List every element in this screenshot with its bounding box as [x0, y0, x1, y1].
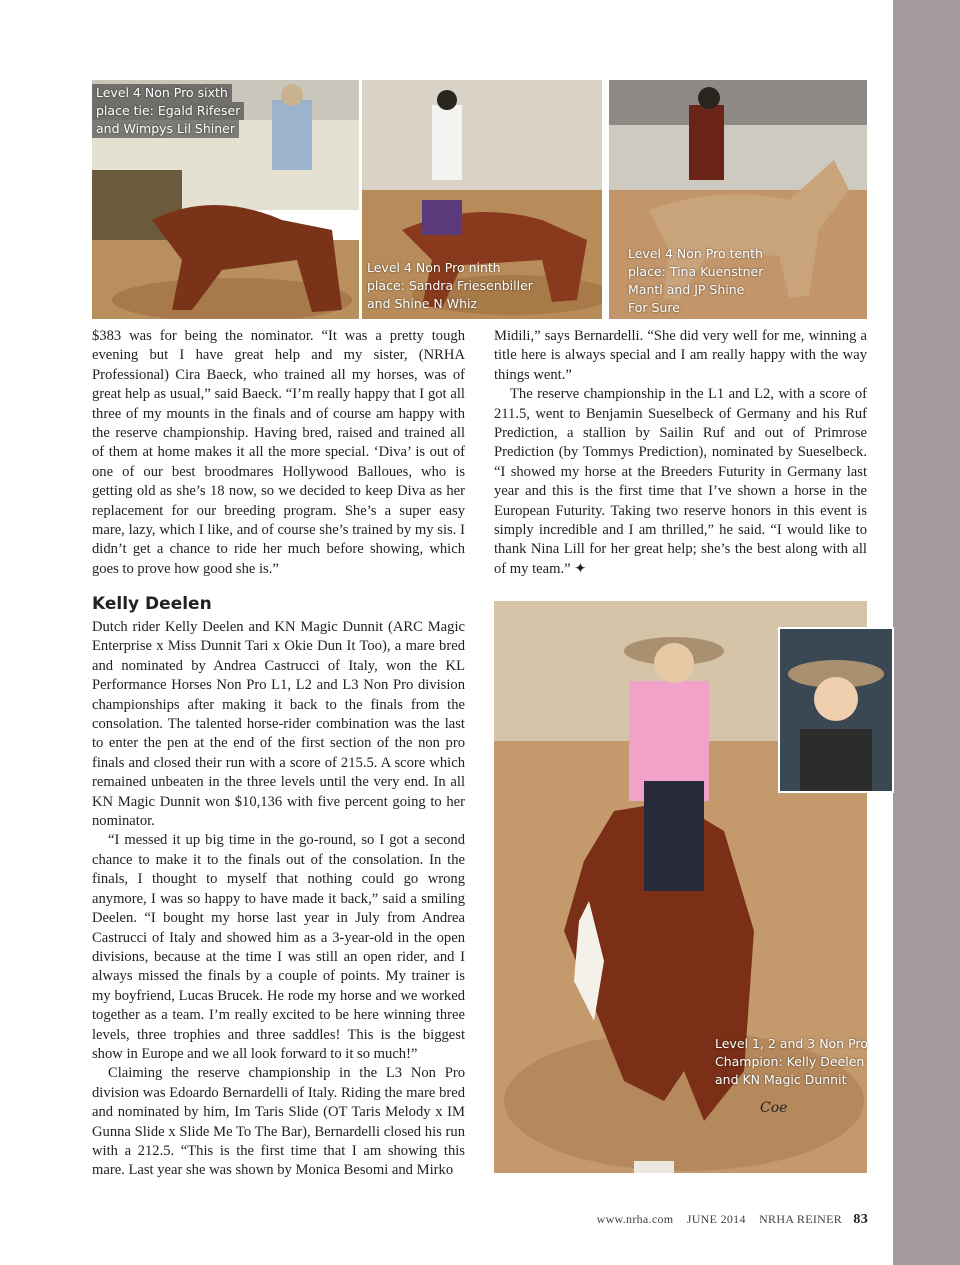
footer-magazine: NRHA REINER [759, 1212, 843, 1226]
footer-date: JUNE 2014 [686, 1212, 746, 1226]
paragraph: The reserve championship in the L1 and L2, with a score of 211.5, went to Benjamin Sueselbeck of Germany and his Ruf Prediction, a stallion by Sailin Ruf and out of Primrose Prediction (by Tommys Prediction), nominated by Sueselbeck. “I showed my horse at the Breeders Futurity in Germany last year and this is the first time that I’ve shown a horse in the European Futurity. Taking two reserve honors in this event is simply incredible and I am thrilled,” he said. “I would like to thank Nina Lill for her great help; she’s the best along with all of my team.” ✦ [494, 386, 867, 577]
caption-top-middle: Level 4 Non Pro ninth place: Sandra Friesenbiller and Shine N Whiz [367, 260, 533, 311]
photographer-signature: Coe [760, 1100, 788, 1116]
caption-top-left: Level 4 Non Pro sixth place tie: Egald Rifeser and Wimpys Lil Shiner [92, 84, 244, 138]
section-heading: Kelly Deelen [92, 594, 212, 614]
paragraph: Midili,” says Bernardelli. “She did very well for me, winning a title here is always special and I am really happy with the way things went.” [494, 328, 867, 383]
article-left-bottom [92, 618, 465, 1181]
article-right-top [494, 327, 867, 579]
caption-top-right: Level 4 Non Pro tenth place: Tina Kuenstner Mantl and JP Shine For Sure [628, 246, 764, 315]
page-number: 83 [853, 1212, 868, 1227]
page-edge-strip [893, 0, 960, 1265]
page-footer [587, 1212, 868, 1228]
footer-url: www.nrha.com [596, 1212, 674, 1226]
paragraph: $383 was for being the nominator. “It was a pretty tough evening but I have great help and my sister, (NRHA Professional) Cira Baeck, who trained all my horses, was of great help as usual,” said Baeck. “I’m really happy that I got all three of my mounts in the finals and of course am happy with the reserve championship. Having bred, raised and trained all of them at home makes it all the more special. ‘Diva’ is out of one of our best broodmares Hollywood Balloues, who is getting old as she’s 18 now, so we decided to keep Diva as her replacement for our breeding program. She’s a super easy mare, lazy, which I like, and of course she’s trained by my sis. I didn’t get a chance to ride her much before showing, which goes to prove how good she is.” [92, 328, 465, 577]
paragraph: Claiming the reserve championship in the L3 Non Pro division was Edoardo Bernardelli of Italy. Riding the mare bred and nominated by him, Im Taris Slide (OT Taris Melody x IM Gunna Slide x Slide Me To The Bar), Bernardelli closed his run with a 212.5. “This is the first time that I am showing this mare. Last year she was shown by Monica Besomi and Mirko [92, 1065, 465, 1179]
photo-inset-portrait [778, 627, 894, 793]
paragraph: “I messed it up big time in the go-round, so I got a second chance to make it to the finals out of the consolation. In the finals, I thought to myself that nothing could go wrong anymore, I was so happy to have made it back,” said a smiling Deelen. “I bought my horse last year in July from Andrea Castrucci of Italy and showed him as a 3-year-old in the open divisions, because at the time I was still an open rider, and I always missed the finals by a couple of points. My trainer is my boyfriend, Lucas Brucek. He rode my horse and we worked together as a team. I’m really excited to be here winning three levels, three trophies and three saddles! This is the biggest show in Europe and we all look forward to it so much!” [92, 832, 465, 1062]
paragraph: Dutch rider Kelly Deelen and KN Magic Dunnit (ARC Magic Enterprise x Miss Dunnit Tari x Okie Dun It Too), a mare bred and nominated by Andrea Castrucci of Italy, won the KL Performance Horses Non Pro L1, L2 and L3 Non Pro division championships after making it back to the finals from the consolation. The talented horse-rider combination was the last to enter the pen at the end of the first section of the non pro finals and closed their run with a score of 215.5. A score which remained unbeaten in the three levels until the very end. In all KN Magic Dunnit won $10,136 with five percent going to her nominator. [92, 619, 465, 830]
article-left-top [92, 327, 465, 579]
caption-champion: Level 1, 2 and 3 Non Pro Champion: Kelly Deelen and KN Magic Dunnit [715, 1036, 868, 1087]
